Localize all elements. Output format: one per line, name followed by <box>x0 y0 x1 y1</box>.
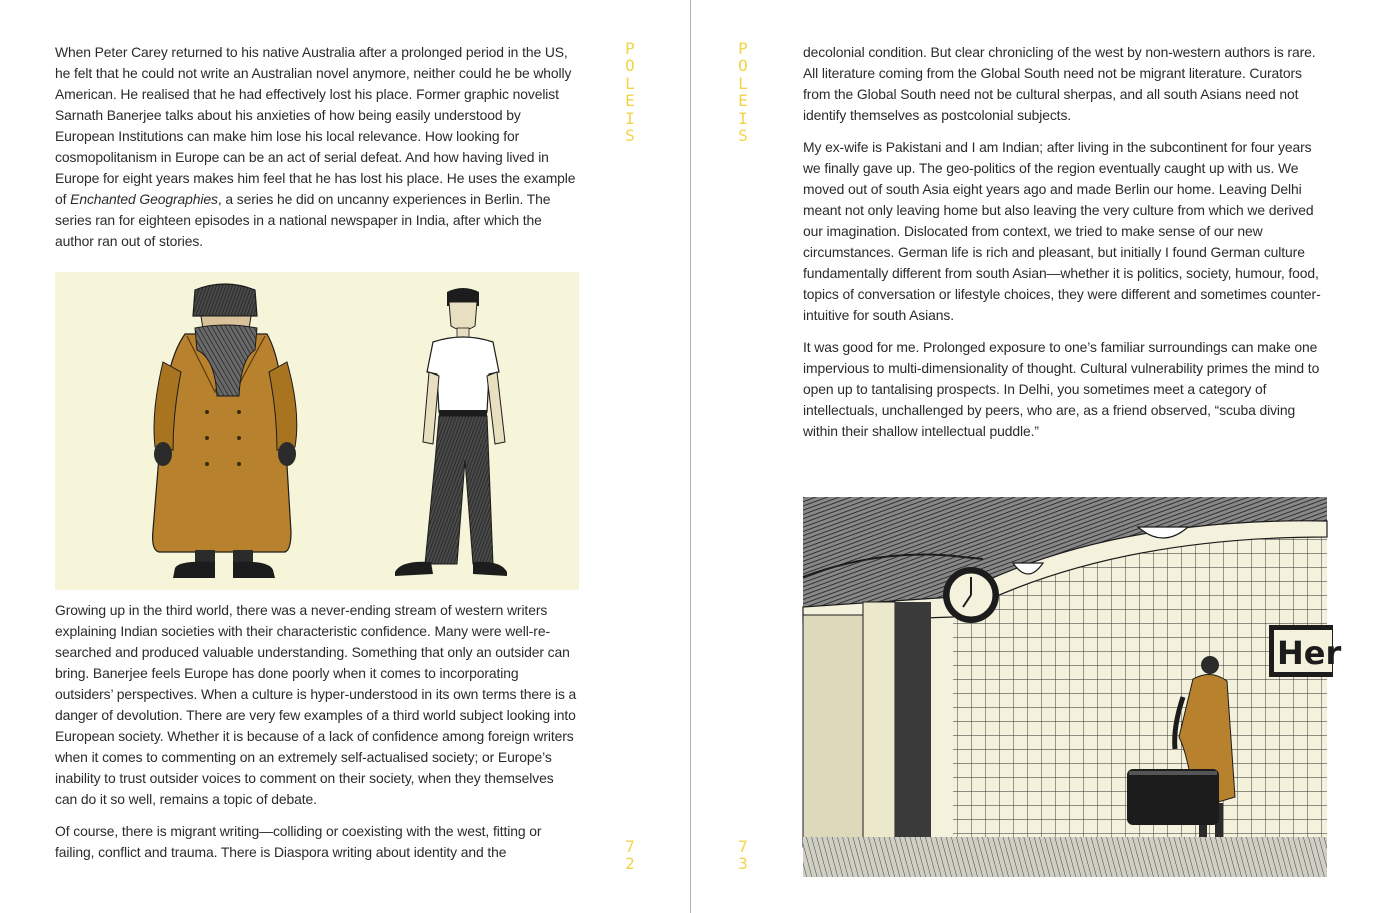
left-text-bottom <box>55 600 579 874</box>
station-clock <box>943 567 999 623</box>
page-digit: 7 <box>625 837 635 856</box>
running-label-right <box>736 40 750 144</box>
left-paragraph-1 <box>55 42 579 252</box>
label-letter: E <box>738 91 748 111</box>
label-letter: P <box>625 39 635 58</box>
page-number-right <box>736 838 750 873</box>
page-digit: 7 <box>738 837 748 856</box>
spine-divider <box>690 0 691 913</box>
label-letter: O <box>625 56 635 76</box>
right-paragraph-2: My ex-wife is Pakistani and I am Indian; after living in the subcontinent for four years we finally gave up. The geo-politics of the region eventually caught up with us. We moved out of south Asia eight years ago and made Berlin our home. Leaving Delhi meant not only leaving home but also leaving the very culture from which we derived our imagination. Dislocated from context, we tried to make sense of our new circumstances. German life is rich and pleasant, but initially I found German culture fundamentally different from south Asian—whether it is politics, society, humour, food, topics of conversation or lifestyle choices, they were different and sometimes counter-intuitive for south Asians. <box>803 139 1321 323</box>
label-letter: S <box>625 126 635 146</box>
right-paragraph-1: decolonial condition. But clear chronicling of the west by non-western authors is rare. All literature coming from the Global South need not be migrant literature. Curators from the Global South need not be cultural sherpas, and all south Asians need not identify themselves as postcolonial subjects. <box>803 44 1316 123</box>
label-letter: L <box>625 73 635 93</box>
right-paragraph-3: It was good for me. Prolonged exposure to one’s familiar surroundings can make one impervious to multi-dimensionality of thought. Cultural vulnerability primes the mind to open up to tantalising prospects. In Delhi, you sometimes meet a category of intellectuals, unchallenged by peers, who are, as a friend observed, “scuba diving within their shallow intellectual puddle.” <box>803 339 1320 439</box>
illustration-two-figures <box>55 272 579 590</box>
label-letter: O <box>738 56 748 76</box>
right-text <box>803 42 1327 453</box>
left-page <box>0 0 691 913</box>
label-letter: E <box>625 91 635 111</box>
left-paragraph-3: Of course, there is migrant writing—colliding or coexisting with the west, fitting or failing, conflict and trauma. There is Diaspora writing about identity and the <box>55 823 542 860</box>
page-number-left <box>623 838 637 873</box>
label-letter: S <box>738 126 748 146</box>
illustration-station <box>803 497 1342 877</box>
left-paragraph-2: Growing up in the third world, there was a never-ending stream of western writers explaining Indian societies with their characteristic confidence. Many were well-researched and produced valuable understanding. Something that only an outsider can bring. Banerjee feels Europe has done poorly when it comes to incorporating outsiders’ perspectives. When a culture is hyper-understood in its own terms there is a danger of devolution. There are very few examples of a third world subject looking into European society. Whether it is because of a lack of confidence among foreign writers when it comes to commenting on an extremely self-actualised society; or Europe’s inability to trust outsider voices to comment on their society, when they themselves can do it so well, remains a topic of debate. <box>55 602 577 807</box>
label-letter: L <box>738 73 748 93</box>
book-title: Enchanted Geographies <box>70 191 218 207</box>
station-sign <box>1269 625 1341 677</box>
label-letter: I <box>738 108 748 128</box>
para-text: , a series he did on uncanny experiences in Berlin. The series ran for eighteen episodes in a national newspaper in India, after which the author ran out of stories. <box>55 191 551 249</box>
label-letter: P <box>738 39 748 58</box>
page-digit: 3 <box>738 854 748 874</box>
label-letter: I <box>625 108 635 128</box>
running-label-left <box>623 40 637 144</box>
left-text-top <box>55 42 579 263</box>
para-text: When Peter Carey returned to his native Australia after a prolonged period in the US, he felt that he could not write an Australian novel anymore, neither could he be wholly American. He realised that he had effectively lost his place. Former graphic novelist Sarnath Banerjee talks about his anxieties of how being easily understood by European Institutions can make him lose his local relevance. How looking for cosmopolitanism in Europe can be an act of serial defeat. And how having lived in Europe for eight years makes him feel that he has lost his place. He uses the example of <box>55 44 576 207</box>
right-page <box>692 0 1383 913</box>
sign-text: Her <box>1277 634 1342 672</box>
page-digit: 2 <box>625 854 635 874</box>
